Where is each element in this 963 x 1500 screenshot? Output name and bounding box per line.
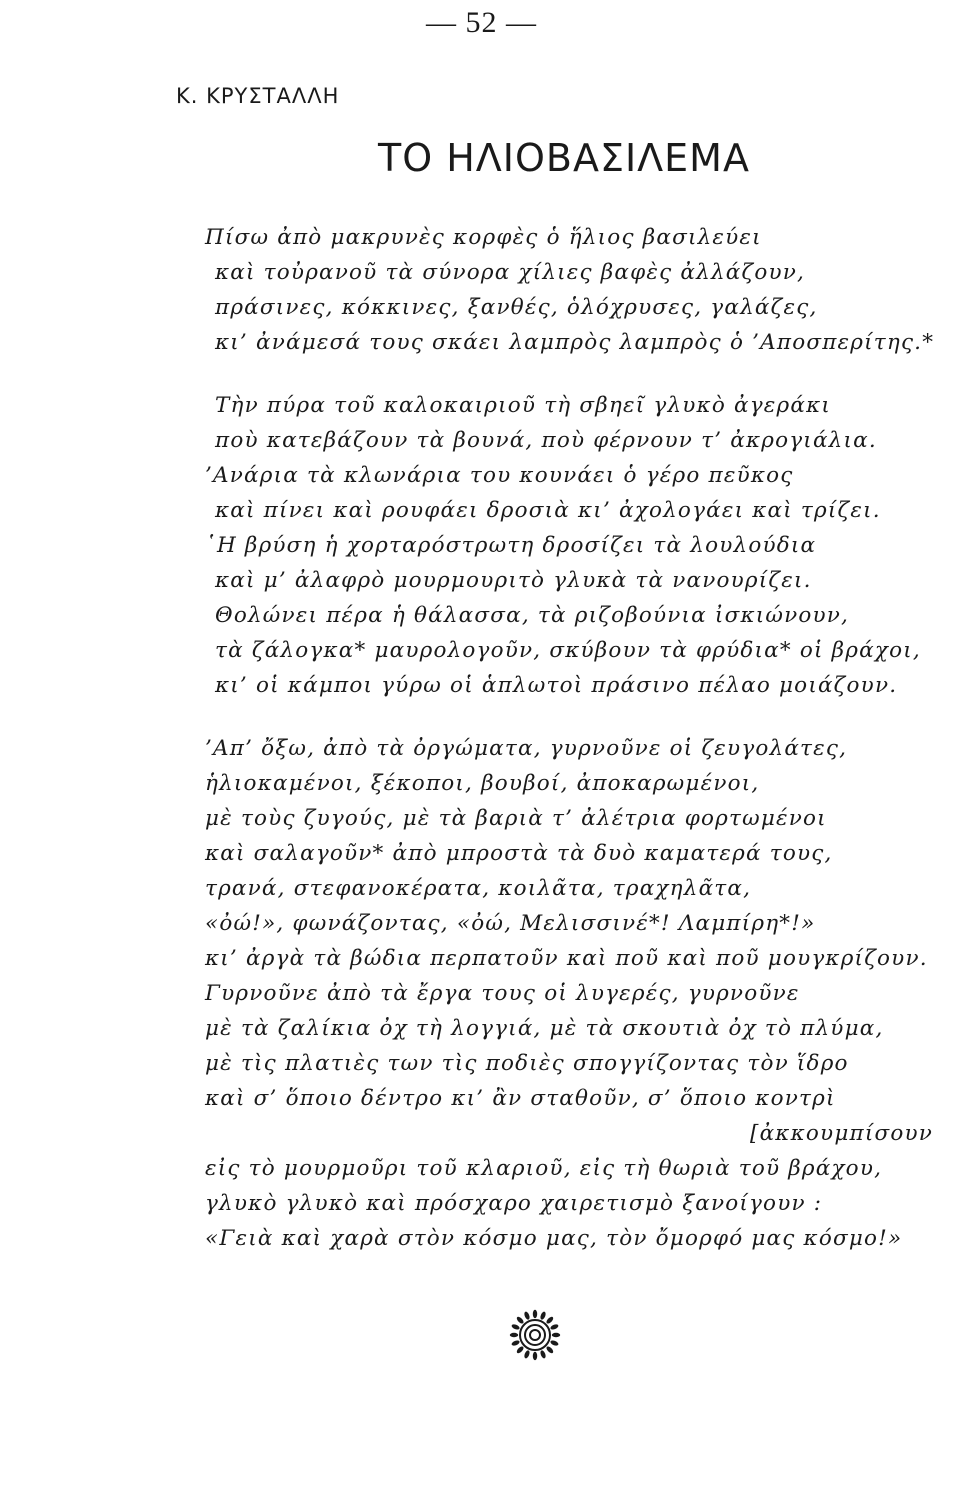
poem-line: γλυκὸ γλυκὸ καὶ πρόσχαρο χαιρετισμὸ ξανοίγουν : [205, 1191, 823, 1216]
rosette-petal [523, 1311, 530, 1320]
poem-line-continuation: [ἀκκουμπίσουν [750, 1121, 934, 1146]
poem-line: εἰς τὸ μουρμοῦρι τοῦ κλαριοῦ, εἰς τὴ θωριὰ τοῦ βράχου, [205, 1156, 883, 1181]
rosette-petal [539, 1311, 546, 1320]
poem-line: ’Ανάρια τὰ κλωνάρια του κουνάει ὁ γέρο πεῦκος [205, 463, 794, 488]
poem-line: τρανά, στεφανοκέρατα, κοιλᾶτα, τραχηλᾶτα, [205, 876, 752, 901]
poem-line: Πίσω ἀπὸ μακρυνὲς κορφὲς ὁ ἥλιος βασιλεύει [205, 225, 762, 250]
rosette-petal [550, 1339, 559, 1346]
poem-line: Γυρνοῦνε ἀπὸ τὰ ἔργα τους οἱ λυγερές, γυρνοῦνε [205, 981, 800, 1006]
poem-line: κι’ ἀργὰ τὰ βώδια περπατοῦν καὶ ποῦ καὶ ποῦ μουγκρίζουν. [205, 946, 928, 971]
poem-line: καὶ τοὐρανοῦ τὰ σύνορα χίλιες βαφὲς ἀλλάζουν, [215, 260, 806, 285]
poem-line: καὶ πίνει καὶ ρουφάει δροσιὰ κι’ ἀχολογάει καὶ τρίζει. [215, 498, 881, 523]
rosette-petal [511, 1323, 520, 1330]
poem-line: μὲ τὶς πλατιὲς των τὶς ποδιὲς σπογγίζοντας τὸν ἵδρο [205, 1051, 849, 1076]
poem-line: Θολώνει πέρα ἡ θάλασσα, τὰ ριζοβούνια ἰσκιώνουν, [215, 603, 850, 628]
poem-line: μὲ τὰ ζαλίκια ὀχ τὴ λογγιά, μὲ τὰ σκουτιὰ ὀχ τὸ πλύμα, [205, 1016, 884, 1041]
poem-line: Τὴν πύρα τοῦ καλοκαιριοῦ τὴ σβηεῖ γλυκὸ ἀγεράκι [215, 393, 832, 418]
poem-line: ῾Η βρύση ἡ χορταρόστρωτη δροσίζει τὰ λουλούδια [205, 533, 817, 558]
poem-line: ποὺ κατεβάζουν τὰ βουνά, ποὺ φέρνουν τ’ ἀκρογιάλια. [215, 428, 877, 453]
poem-line: πράσινες, κόκκινες, ξανθές, ὁλόχρυσες, γαλάζες, [215, 295, 818, 320]
poem-title: ΤΟ ΗΛΙΟΒΑΣΙΛΕΜΑ [378, 136, 750, 180]
poem-line: κι’ ἀνάμεσά τους σκάει λαμπρὸς λαμπρὸς ὁ ’Αποσπερίτης.* [215, 330, 935, 355]
page-number: — 52 — [426, 6, 537, 39]
poem-line: καὶ σαλαγοῦν* ἀπὸ μπροστὰ τὰ δυὸ καματερά τους, [205, 841, 833, 866]
poem-line: καὶ σ’ ὅποιο δέντρο κι’ ἂν σταθοῦν, σ’ ὅποιο κοντρὶ [205, 1086, 836, 1111]
rosette-petal [550, 1323, 559, 1330]
rosette-petal [545, 1345, 554, 1354]
rosette-petal [511, 1339, 520, 1346]
poem-line: «Γειὰ καὶ χαρὰ στὸν κόσμο μας, τὸν ὄμορφό μας κόσμο!» [205, 1226, 903, 1251]
poem-line: ἡλιοκαμένοι, ξέκοποι, βουβοί, ἀποκαρωμένοι, [205, 771, 760, 796]
rosette-petal [533, 1352, 537, 1360]
author-name: Κ. ΚΡΥΣΤΑΛΛΗ [176, 84, 340, 108]
poem-line: ’Απ’ ὄξω, ἀπὸ τὰ ὀργώματα, γυρνοῦνε οἱ ζευγολάτες, [205, 736, 848, 761]
poem-line: μὲ τοὺς ζυγούς, μὲ τὰ βαριὰ τ’ ἀλέτρια φορτωμένοι [205, 806, 827, 831]
rosette-petal [516, 1316, 525, 1325]
poem-line: «ὀώ!», φωνάζοντας, «ὀώ, Μελισσινέ*! Λαμπίρη*!» [205, 911, 816, 936]
rosette-petal [516, 1345, 525, 1354]
rosette-petal [510, 1333, 518, 1337]
poem-line: τὰ ζάλογκα* μαυρολογοῦν, σκύβουν τὰ φρύδια* οἱ βράχοι, [215, 638, 921, 663]
rosette-petal [545, 1316, 554, 1325]
rosette-petal [533, 1310, 537, 1318]
rosette-petal [552, 1333, 560, 1337]
poem-line: κι’ οἱ κάμποι γύρω οἱ ἁπλωτοὶ πράσινο πέλαο μοιάζουν. [215, 673, 898, 698]
poem-line: καὶ μ’ ἀλαφρὸ μουρμουριτὸ γλυκὰ τὰ νανουρίζει. [215, 568, 812, 593]
rosette-petal [539, 1350, 546, 1359]
rosette-ornament-icon [508, 1308, 562, 1362]
rosette-petal [523, 1350, 530, 1359]
